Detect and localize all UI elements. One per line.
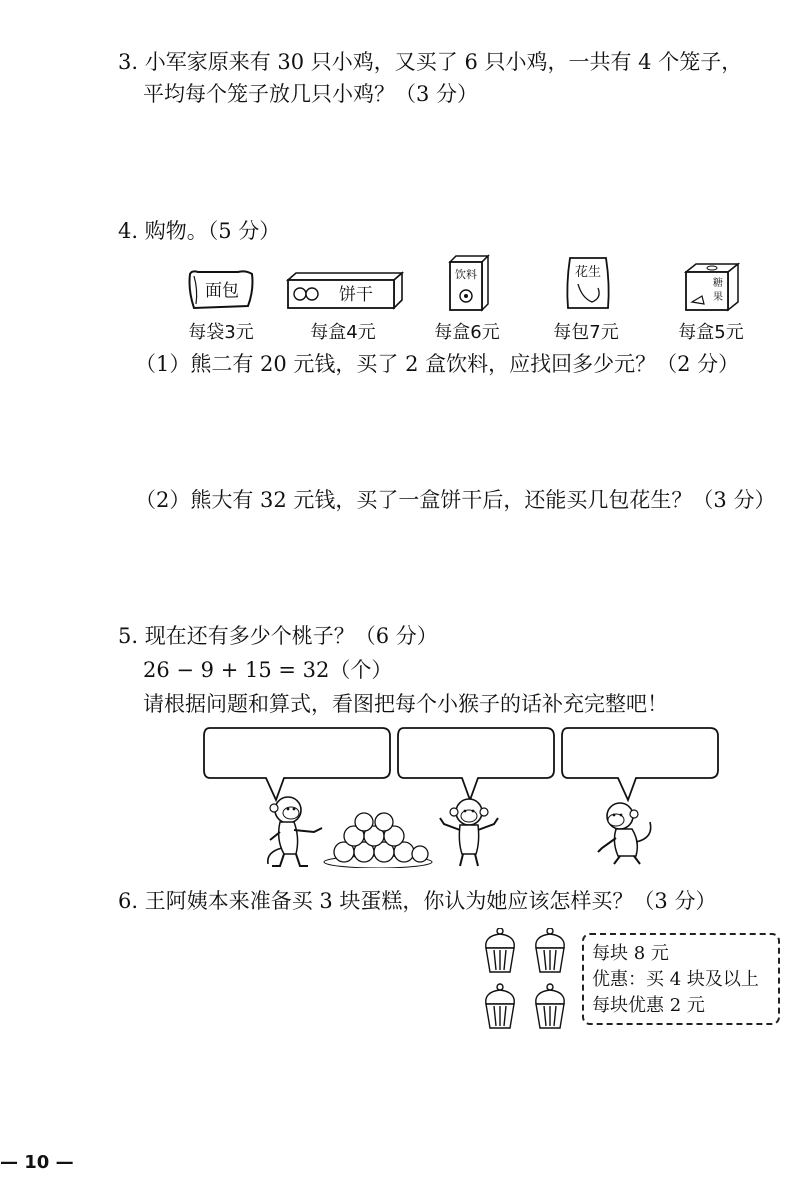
q5-title: 5. 现在还有多少个桃子？（6 分） [118, 624, 438, 648]
price-drink: 每盒6元 [434, 322, 500, 343]
promo-line1: 每块 8 元 [592, 943, 669, 964]
svg-text:果: 果 [713, 292, 723, 303]
bread-bag-image [186, 268, 256, 312]
biscuit-box-image [286, 270, 404, 310]
speech-bubble-1[interactable] [202, 726, 392, 802]
monkey-2-image [436, 796, 502, 870]
peach-pile-image [322, 812, 434, 868]
drink-label: 饮料 [455, 268, 477, 281]
q3-line2: 平均每个笼子放几只小鸡？（3 分） [143, 82, 479, 106]
speech-bubble-3[interactable] [560, 726, 720, 802]
price-biscuit: 每盒4元 [310, 322, 376, 343]
q3-line1: 3. 小军家原来有 30 只小鸡，又买了 6 只小鸡，一共有 4 个笼子， [118, 50, 743, 74]
monkey-3-image [594, 798, 660, 868]
cupcakes-image [480, 928, 576, 1032]
q5-instruction: 请根据问题和算式，看图把每个小猴子的话补充完整吧！ [143, 692, 668, 716]
biscuit-label: 饼干 [339, 285, 373, 305]
peanut-label: 花生 [574, 265, 602, 280]
promo-line3: 每块优惠 2 元 [592, 995, 705, 1016]
page-number: — 10 — [0, 1152, 74, 1173]
price-peanut: 每包7元 [553, 322, 619, 343]
q4-title: 4. 购物。（5 分） [118, 219, 281, 243]
speech-bubble-2[interactable] [396, 726, 556, 802]
price-candy: 每盒5元 [678, 322, 744, 343]
candy-box-image [684, 262, 740, 312]
svg-text:糖: 糖 [713, 278, 723, 289]
peanut-bag-image [562, 254, 614, 312]
q4-sub2: （2）熊大有 32 元钱，买了一盒饼干后，还能买几包花生？（3 分） [135, 488, 776, 512]
q5-equation: 26 − 9 + 15 = 32（个） [143, 658, 393, 682]
q4-sub1: （1）熊二有 20 元钱，买了 2 盒饮料，应找回多少元？（2 分） [135, 352, 740, 376]
promo-box [582, 933, 780, 1025]
promo-line2: 优惠：买 4 块及以上 [592, 969, 759, 990]
drink-carton-image [446, 254, 492, 312]
monkey-1-image [262, 792, 328, 870]
price-bread: 每袋3元 [188, 322, 254, 343]
q6-title: 6. 王阿姨本来准备买 3 块蛋糕，你认为她应该怎样买？（3 分） [118, 889, 717, 913]
bread-label: 面包 [205, 281, 239, 301]
